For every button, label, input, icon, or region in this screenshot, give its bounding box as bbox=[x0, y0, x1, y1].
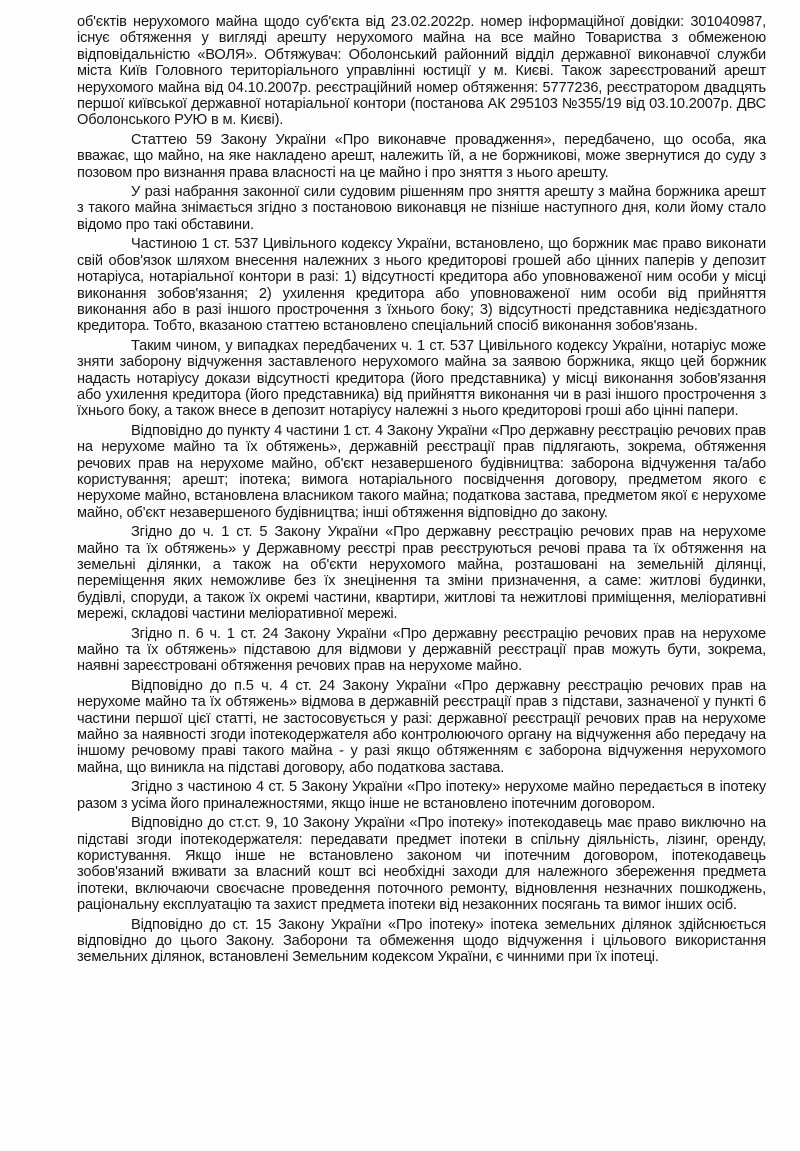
paragraph-article-537: Частиною 1 ст. 537 Цивільного кодексу України, встановлено, що боржник має право виконати свій обов'язок шляхом внесення належних з нього кредиторові грошей або цінних паперів у депозит нотаріуса, нотаріальної контори в разі: 1) відсутності кредитора або уповноваженої ним особи у місці виконання зобов'язання; 2) ухилення кредитора або уповноваженої ним особи від прийняття виконання або в разі іншого прострочення з їхнього боку; 3) відсутності представника недієздатного кредитора. Тобто, вказаною статтею встановлено спеціальний спосіб виконання зобов'язань. bbox=[77, 236, 766, 335]
paragraph-article-5-registry: Згідно до ч. 1 ст. 5 Закону України «Про державну реєстрацію речових прав на нерухоме майно та їх обтяжень» у Державному реєстрі прав реєструються речові права та їх обтяження на земельні ділянки, а також на об'єкти нерухомого майна, розташовані на земельній ділянці, переміщення яких неможливе без їх знецінення та зміни призначення, а саме: житлові будинки, будівлі, споруди, а також їх окремі частини, квартири, житлові та нежитлові приміщення, меліоративні мережі, складові частини меліоративної мережі. bbox=[77, 524, 766, 623]
paragraph-court-decision: У разі набрання законної сили судовим рішенням про зняття арешту з майна боржника арешт з такого майна знімається згідно з постановою виконавця не пізніше наступного дня, коли йому стало відомо про такі обставини. bbox=[77, 184, 766, 233]
paragraph-article-24-exception: Відповідно до п.5 ч. 4 ст. 24 Закону України «Про державну реєстрацію речових прав на нерухоме майно та їх обтяжень» відмова в державній реєстрації прав з підстави, зазначеної у пункті 6 частини першої цієї статті, не застосовується у разі: державної реєстрації речових прав на нерухоме майно за наявності згоди іпотекодержателя або контролюючого органу на відчуження або передачу на іншому речовому праві такого майна - у разі якщо обтяженням є заборона відчуження нерухомого майна, що виникла на підставі договору, або податкова застава. bbox=[77, 677, 766, 776]
paragraph-mortgage-article-5: Згідно з частиною 4 ст. 5 Закону України «Про іпотеку» нерухоме майно передається в іпотеку разом з усіма його приналежностями, якщо інше не встановлено іпотечним договором. bbox=[77, 779, 766, 812]
paragraph-encumbrance-info: об'єктів нерухомого майна щодо суб'єкта від 23.02.2022р. номер інформаційної довідки: 301040987, існує обтяження у вигляді арешту нерухомого майна на все майно Товариства з обмеженою відповідальністю «ВОЛЯ». Обтяжувач: Оболонський районний відділ державної виконавчої служби міста Київ Головного територіального управлінні юстиції у м. Києві. Також зареєстрований арешт нерухомого майна від 04.10.2007р. реєстраційний номер обтяження: 5777236, реєстратором двадцять першої київської державної нотаріальної контори (постанова АК 295103 №355/19 від 03.10.2007р. ДВС Оболонського РУЮ в м. Києві). bbox=[77, 14, 766, 129]
paragraph-notary-ban-removal: Таким чином, у випадках передбачених ч. 1 ст. 537 Цивільного кодексу України, нотаріус може зняти заборону відчуження заставленого нерухомого майна за заявою боржника, якщо цей боржник надасть нотаріусу докази відсутності кредитора (його представника) у місці виконання зобов'язання або ухилення кредитора (його представника) від прийняття виконання чи в разі іншого прострочення з їхнього боку, а також внесе в депозит нотаріусу належні з нього кредиторові гроші або цінні папери. bbox=[77, 337, 766, 420]
paragraph-article-4-registration: Відповідно до пункту 4 частини 1 ст. 4 Закону України «Про державну реєстрацію речових прав на нерухоме майно та їх обтяжень», державній реєстрації прав підлягають, зокрема, обтяження речових прав на нерухоме майно, об'єкт незавершеного будівництва: заборона відчуження та/або користування; арешт; іпотека; вимога нотаріального посвідчення договору, предметом якого є нерухоме майно, встановлена власником такого майна; податкова застава, предметом якої є нерухоме майно, об'єкт незавершеного будівництва; інші обтяження відповідно до закону. bbox=[77, 422, 766, 521]
paragraph-article-24-refusal: Згідно п. 6 ч. 1 ст. 24 Закону України «Про державну реєстрацію речових прав на нерухоме майно та їх обтяжень» підставою для відмови у державній реєстрації прав можуть бути, зокрема, наявні зареєстровані обтяження речових прав на нерухоме майно. bbox=[77, 625, 766, 675]
paragraph-mortgage-articles-9-10: Відповідно до ст.ст. 9, 10 Закону України «Про іпотеку» іпотекодавець має право виключно на підставі згоди іпотекодержателя: передавати предмет іпотеки в спільну діяльність, лізинг, оренду, користування. Якщо інше не встановлено законом чи іпотечним договором, іпотекодавець зобов'язаний вживати за власний кошт всі необхідні заходи для належного збереження предмета іпотеки, включаючи своєчасне проведення поточного ремонту, відновлення незначних пошкоджень, раціональну експлуатацію та захист предмета іпотеки від незаконних посягань та вимог інших осіб. bbox=[77, 815, 766, 914]
paragraph-mortgage-article-15: Відповідно до ст. 15 Закону України «Про іпотеку» іпотека земельних ділянок здійснюється відповідно до цього Закону. Заборони та обмеження щодо відчуження і цільового використання земельних ділянок, встановлені Земельним кодексом України, є чинними при їх іпотеці. bbox=[77, 916, 766, 966]
paragraph-article-59: Статтею 59 Закону України «Про виконавче провадження», передбачено, що особа, яка вважає, що майно, на яке накладено арешт, належить їй, а не боржникові, може звернутися до суду з позовом про визнання права власності на це майно і про зняття з нього арешту. bbox=[77, 131, 766, 181]
